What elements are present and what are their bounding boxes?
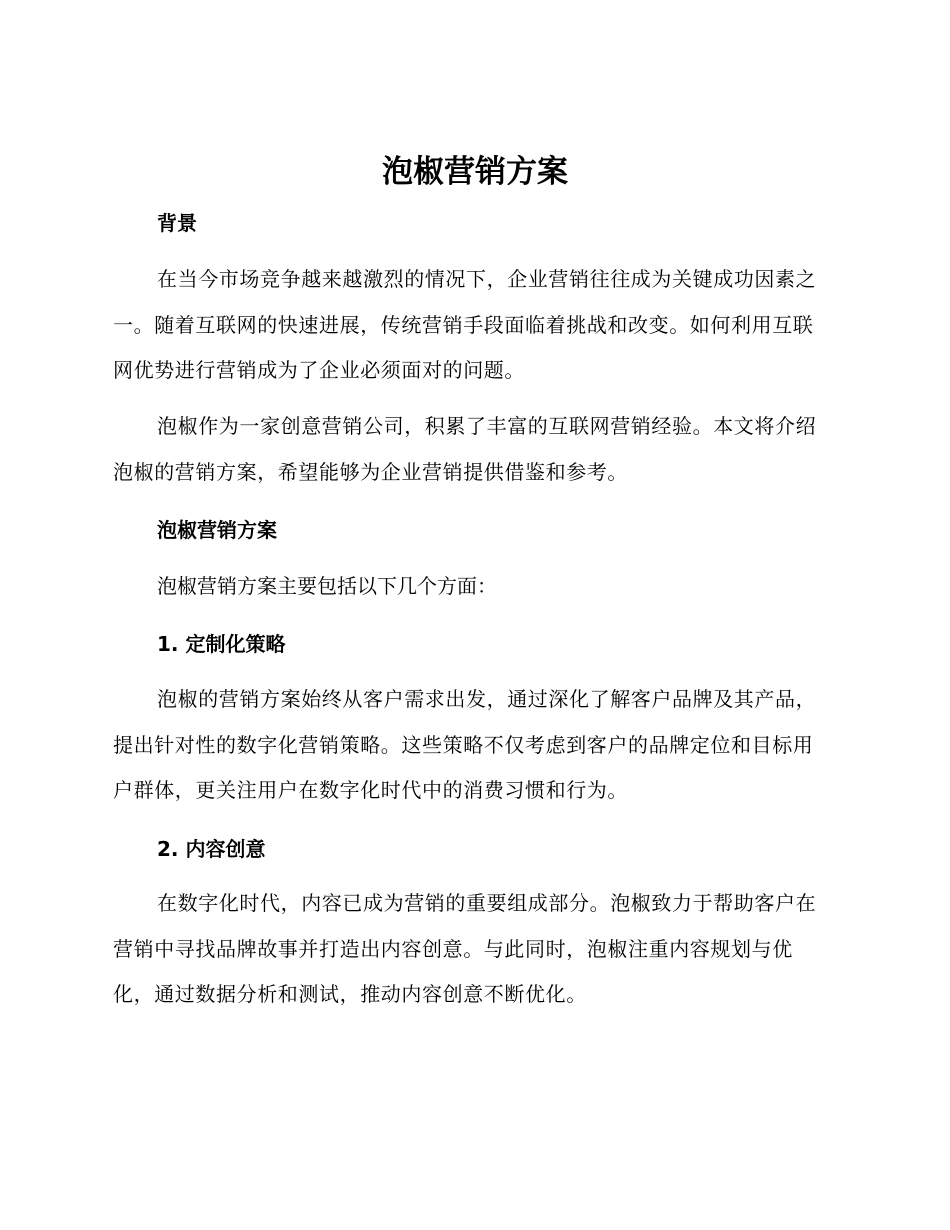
background-heading: 背景: [157, 211, 197, 235]
section-2-paragraph: 在数字化时代，内容已成为营销的重要组成部分。泡椒致力于帮助客户在营销中寻找品牌故事并打造出内容创意。与此同时，泡椒注重内容规划与优化，通过数据分析和测试，推动内容创意不断优化。: [113, 891, 817, 1006]
section-2-heading: 2. 内容创意: [157, 837, 266, 861]
plan-intro: 泡椒营销方案主要包括以下几个方面：: [157, 574, 497, 598]
document-title: 泡椒营销方案: [382, 154, 568, 190]
background-paragraph-1: 在当今市场竞争越来越激烈的情况下，企业营销往往成为关键成功因素之一。随着互联网的快速进展，传统营销手段面临着挑战和改变。如何利用互联网优势进行营销成为了企业必须面对的问题。: [113, 267, 817, 382]
section-1-paragraph: 泡椒的营销方案始终从客户需求出发，通过深化了解客户品牌及其产品，提出针对性的数字化营销策略。这些策略不仅考虑到客户的品牌定位和目标用户群体，更关注用户在数字化时代中的消费习惯和行为。: [113, 687, 817, 802]
section-1-heading: 1. 定制化策略: [157, 632, 286, 656]
plan-heading: 泡椒营销方案: [157, 518, 277, 542]
background-paragraph-2: 泡椒作为一家创意营销公司，积累了丰富的互联网营销经验。本文将介绍泡椒的营销方案，希望能够为企业营销提供借鉴和参考。: [113, 414, 817, 484]
